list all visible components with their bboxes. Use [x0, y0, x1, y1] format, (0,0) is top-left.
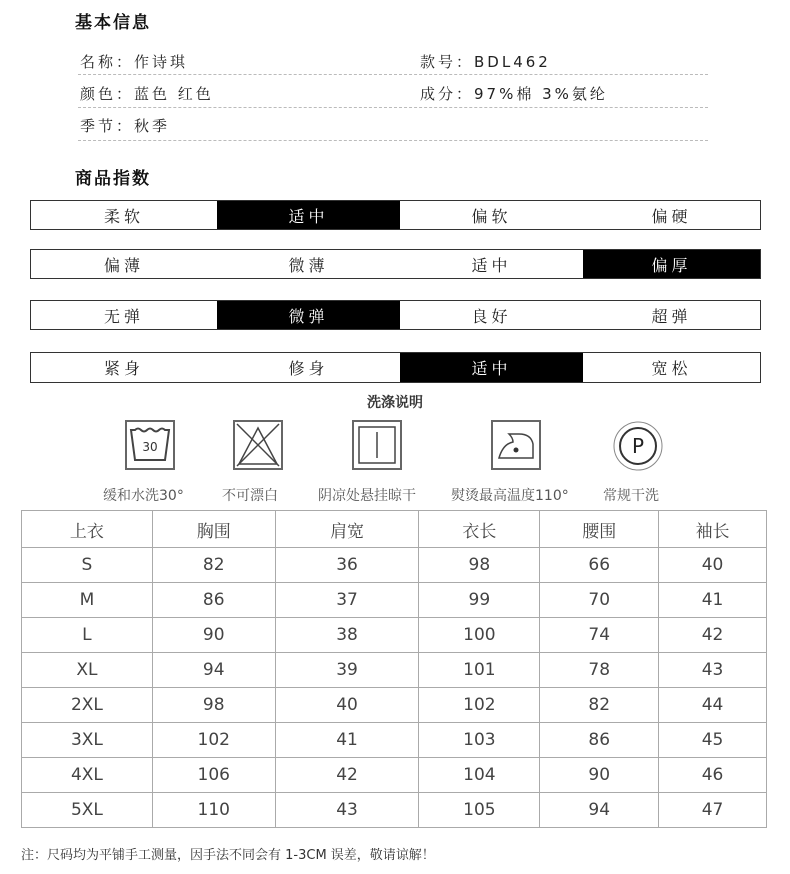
wash-30-icon — [90, 420, 210, 470]
table-cell: L — [22, 618, 153, 653]
table-cell: 103 — [419, 723, 540, 758]
index-option-selected: 偏厚 — [583, 250, 760, 278]
table-cell: 90 — [152, 618, 275, 653]
name-field — [80, 51, 188, 72]
color-value: 蓝色 红色 — [134, 85, 214, 103]
table-cell: 104 — [419, 758, 540, 793]
table-cell: 94 — [540, 793, 659, 828]
care-label-dry-clean: 常规干洗 — [603, 488, 659, 504]
table-cell: 106 — [152, 758, 275, 793]
table-cell: 43 — [275, 793, 419, 828]
table-cell: 39 — [275, 653, 419, 688]
table-cell: 94 — [152, 653, 275, 688]
size-table — [21, 510, 767, 828]
table-cell: 46 — [659, 758, 767, 793]
table-row — [22, 758, 767, 793]
table-cell: 99 — [419, 583, 540, 618]
table-row — [22, 723, 767, 758]
color-field — [80, 83, 214, 104]
table-cell: XL — [22, 653, 153, 688]
table-row — [22, 793, 767, 828]
index-option: 适中 — [471, 255, 512, 275]
table-cell: 98 — [419, 548, 540, 583]
table-cell: 101 — [419, 653, 540, 688]
table-row — [22, 618, 767, 653]
measurement-note: 注：尺码均为平铺手工测量，因手法不同会有 1-3CM 误差，敬请谅解！ — [21, 848, 435, 863]
table-header-row — [22, 511, 767, 548]
care-label-dry: 阴凉处悬挂晾干 — [318, 488, 416, 504]
material-value: 97%棉 3%氨纶 — [474, 85, 608, 103]
index-option-selected: 适中 — [400, 353, 583, 382]
table-cell: 42 — [659, 618, 767, 653]
basic-info-title: 基本信息 — [75, 13, 151, 33]
season-field — [80, 115, 170, 136]
info-divider — [78, 74, 708, 75]
index-row — [30, 352, 761, 383]
table-cell: 3XL — [22, 723, 153, 758]
table-cell: 40 — [659, 548, 767, 583]
table-cell: 47 — [659, 793, 767, 828]
svg-text:30: 30 — [142, 440, 158, 454]
table-cell: 45 — [659, 723, 767, 758]
table-cell: M — [22, 583, 153, 618]
table-cell: 102 — [152, 723, 275, 758]
table-cell: 82 — [540, 688, 659, 723]
table-cell: 41 — [275, 723, 419, 758]
care-label-no-bleach: 不可漂白 — [222, 488, 278, 504]
season-label: 季节： — [80, 117, 135, 135]
column-header: 上衣 — [22, 511, 153, 548]
table-cell: 70 — [540, 583, 659, 618]
info-divider — [78, 140, 708, 141]
index-option: 紧身 — [103, 359, 144, 378]
column-header: 肩宽 — [275, 511, 419, 548]
table-cell: S — [22, 548, 153, 583]
column-header: 衣长 — [419, 511, 540, 548]
index-option: 修身 — [288, 359, 329, 378]
index-option-selected: 微弹 — [217, 301, 400, 329]
table-row — [22, 688, 767, 723]
index-row — [30, 300, 761, 330]
table-cell: 2XL — [22, 688, 153, 723]
season-value: 秋季 — [134, 117, 171, 135]
dry-clean-p-icon — [578, 420, 698, 472]
table-cell: 36 — [275, 548, 419, 583]
iron-icon — [456, 420, 576, 470]
table-cell: 78 — [540, 653, 659, 688]
table-cell: 5XL — [22, 793, 153, 828]
table-cell: 98 — [152, 688, 275, 723]
table-cell: 100 — [419, 618, 540, 653]
no-bleach-icon — [198, 420, 318, 470]
material-label: 成分： — [420, 85, 475, 103]
table-cell: 44 — [659, 688, 767, 723]
column-header: 腰围 — [540, 511, 659, 548]
table-row — [22, 583, 767, 618]
color-label: 颜色： — [80, 85, 135, 103]
index-option: 超弹 — [651, 306, 692, 326]
style-number-field — [420, 51, 551, 72]
product-index-title: 商品指数 — [75, 169, 151, 189]
index-option-selected: 适中 — [217, 201, 400, 229]
index-option: 微薄 — [288, 255, 329, 275]
name-value: 作诗琪 — [134, 53, 189, 71]
table-cell: 90 — [540, 758, 659, 793]
table-cell: 86 — [152, 583, 275, 618]
care-label-iron: 熨烫最高温度110° — [451, 488, 569, 504]
index-row — [30, 200, 761, 230]
line-dry-shade-icon — [317, 420, 437, 470]
style-number-label: 款号： — [420, 53, 475, 71]
table-cell: 110 — [152, 793, 275, 828]
table-cell: 105 — [419, 793, 540, 828]
table-cell: 38 — [275, 618, 419, 653]
care-title: 洗涤说明 — [367, 395, 423, 411]
table-cell: 40 — [275, 688, 419, 723]
table-cell: 102 — [419, 688, 540, 723]
table-cell: 43 — [659, 653, 767, 688]
style-number-value: BDL462 — [474, 53, 551, 71]
index-option: 柔软 — [103, 206, 144, 226]
table-cell: 4XL — [22, 758, 153, 793]
index-option: 良好 — [471, 306, 512, 326]
table-cell: 41 — [659, 583, 767, 618]
svg-text:P: P — [631, 434, 645, 458]
index-option: 偏薄 — [103, 255, 144, 275]
info-divider — [78, 107, 708, 108]
index-row — [30, 249, 761, 279]
index-option: 无弹 — [103, 306, 144, 326]
column-header: 袖长 — [659, 511, 767, 548]
index-option: 宽松 — [651, 359, 692, 378]
index-option: 偏软 — [471, 206, 512, 226]
table-row — [22, 548, 767, 583]
size-table-header — [22, 511, 767, 548]
table-row — [22, 653, 767, 688]
table-cell: 66 — [540, 548, 659, 583]
table-cell: 74 — [540, 618, 659, 653]
care-label-wash: 缓和水洗30° — [103, 488, 184, 504]
material-field — [420, 83, 608, 104]
column-header: 胸围 — [152, 511, 275, 548]
index-option: 偏硬 — [651, 206, 692, 226]
table-cell: 42 — [275, 758, 419, 793]
table-cell: 37 — [275, 583, 419, 618]
size-table-body — [22, 548, 767, 828]
table-cell: 82 — [152, 548, 275, 583]
name-label: 名称： — [80, 53, 135, 71]
table-cell: 86 — [540, 723, 659, 758]
